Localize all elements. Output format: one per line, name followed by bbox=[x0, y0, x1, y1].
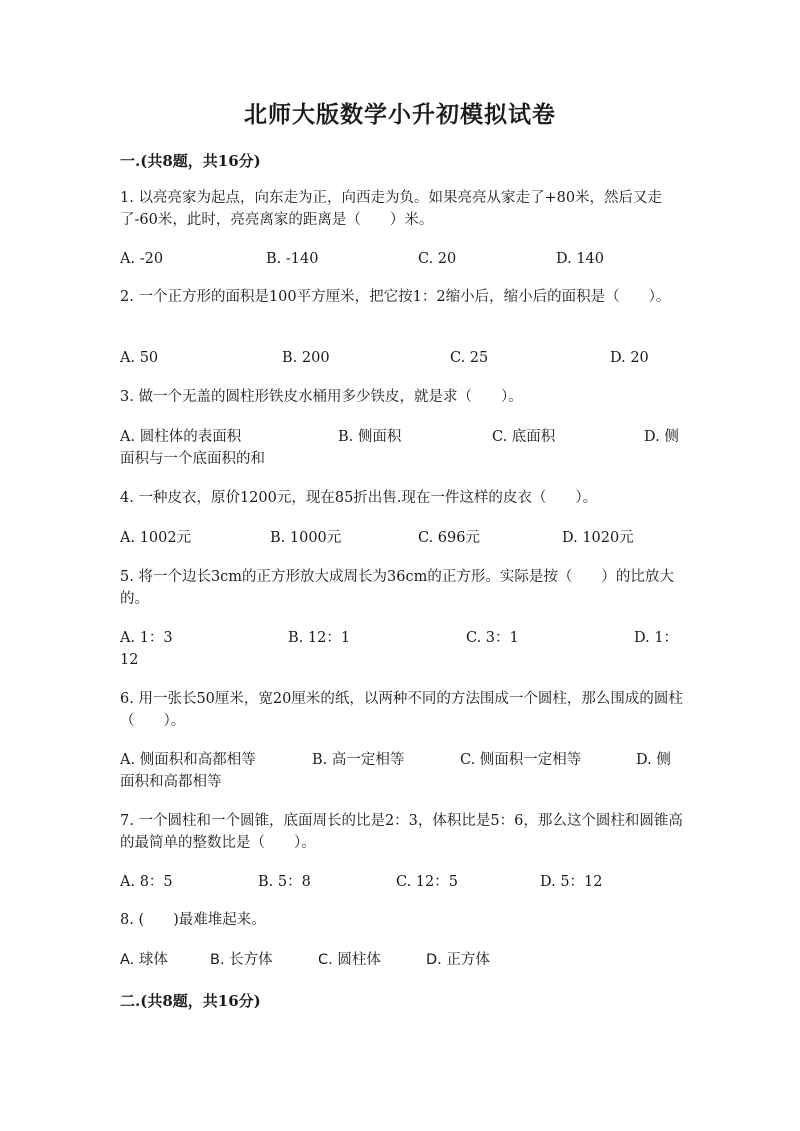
option-8c[interactable]: C. 圆柱体 bbox=[318, 952, 381, 968]
option-1a[interactable]: A. -20 bbox=[120, 251, 164, 267]
question-2: 2. 一个正方形的面积是100平方厘米，把它按1：2缩小后，缩小后的面积是（ ）。 bbox=[120, 289, 671, 305]
option-6a[interactable]: A. 侧面积和高都相等 bbox=[120, 752, 256, 768]
option-8d[interactable]: D. 正方体 bbox=[426, 952, 490, 968]
question-5: 5. 将一个边长3cm的正方形放大成周长为36cm的正方形。实际是按（ ）的比放大的。 bbox=[120, 569, 674, 607]
option-5d-continued: 12 bbox=[120, 652, 139, 668]
option-5a[interactable]: A. 1：3 bbox=[120, 630, 173, 646]
option-3d[interactable]: D. 侧 bbox=[644, 429, 679, 445]
option-2a[interactable]: A. 50 bbox=[120, 350, 159, 366]
section-heading-2: 二.(共8题，共16分) bbox=[120, 992, 261, 1010]
option-3a[interactable]: A. 圆柱体的表面积 bbox=[120, 429, 242, 445]
question-1: 1. 以亮亮家为起点，向东走为正，向西走为负。如果亮亮从家走了+80米，然后又走了-60米，此时，亮亮离家的距离是（ ）米。 bbox=[120, 190, 663, 228]
option-7d[interactable]: D. 5：12 bbox=[540, 874, 603, 890]
option-7a[interactable]: A. 8：5 bbox=[120, 874, 173, 890]
option-4b[interactable]: B. 1000元 bbox=[270, 530, 342, 546]
option-1c[interactable]: C. 20 bbox=[418, 251, 457, 267]
option-3b[interactable]: B. 侧面积 bbox=[338, 429, 402, 445]
question-7: 7. 一个圆柱和一个圆锥，底面周长的比是2：3，体积比是5：6，那么这个圆柱和圆锥高的最简单的整数比是（ ）。 bbox=[120, 813, 683, 851]
question-8: 8. ( )最难堆起来。 bbox=[120, 912, 266, 928]
option-6d[interactable]: D. 侧 bbox=[636, 752, 671, 768]
option-8b[interactable]: B. 长方体 bbox=[210, 952, 273, 968]
question-3: 3. 做一个无盖的圆柱形铁皮水桶用多少铁皮，就是求（ ）。 bbox=[120, 389, 523, 405]
option-8a[interactable]: A. 球体 bbox=[120, 952, 168, 968]
option-6b[interactable]: B. 高一定相等 bbox=[312, 752, 405, 768]
option-1d[interactable]: D. 140 bbox=[556, 251, 605, 267]
option-5b[interactable]: B. 12：1 bbox=[288, 630, 351, 646]
option-7b[interactable]: B. 5：8 bbox=[258, 874, 311, 890]
option-2d[interactable]: D. 20 bbox=[610, 350, 649, 366]
option-5c[interactable]: C. 3：1 bbox=[466, 630, 519, 646]
option-1b[interactable]: B. -140 bbox=[266, 251, 319, 267]
exam-title: 北师大版数学小升初模拟试卷 bbox=[244, 101, 556, 128]
option-5d[interactable]: D. 1： bbox=[634, 630, 679, 646]
option-3c[interactable]: C. 底面积 bbox=[492, 429, 556, 445]
option-6d-continued: 面积和高都相等 bbox=[120, 774, 222, 790]
option-2c[interactable]: C. 25 bbox=[450, 350, 489, 366]
option-4a[interactable]: A. 1002元 bbox=[120, 530, 192, 546]
question-4: 4. 一种皮衣，原价1200元，现在85折出售.现在一件这样的皮衣（ ）。 bbox=[120, 490, 598, 506]
option-2b[interactable]: B. 200 bbox=[282, 350, 330, 366]
section-heading-1: 一.(共8题，共16分) bbox=[120, 152, 261, 170]
option-4d[interactable]: D. 1020元 bbox=[562, 530, 634, 546]
option-4c[interactable]: C. 696元 bbox=[418, 530, 480, 546]
option-6c[interactable]: C. 侧面积一定相等 bbox=[460, 752, 582, 768]
question-6: 6. 用一张长50厘米，宽20厘米的纸，以两种不同的方法围成一个圆柱，那么围成的圆柱（ ）。 bbox=[120, 691, 683, 729]
option-3d-continued: 面积与一个底面积的和 bbox=[120, 451, 265, 467]
option-7c[interactable]: C. 12：5 bbox=[396, 874, 458, 890]
